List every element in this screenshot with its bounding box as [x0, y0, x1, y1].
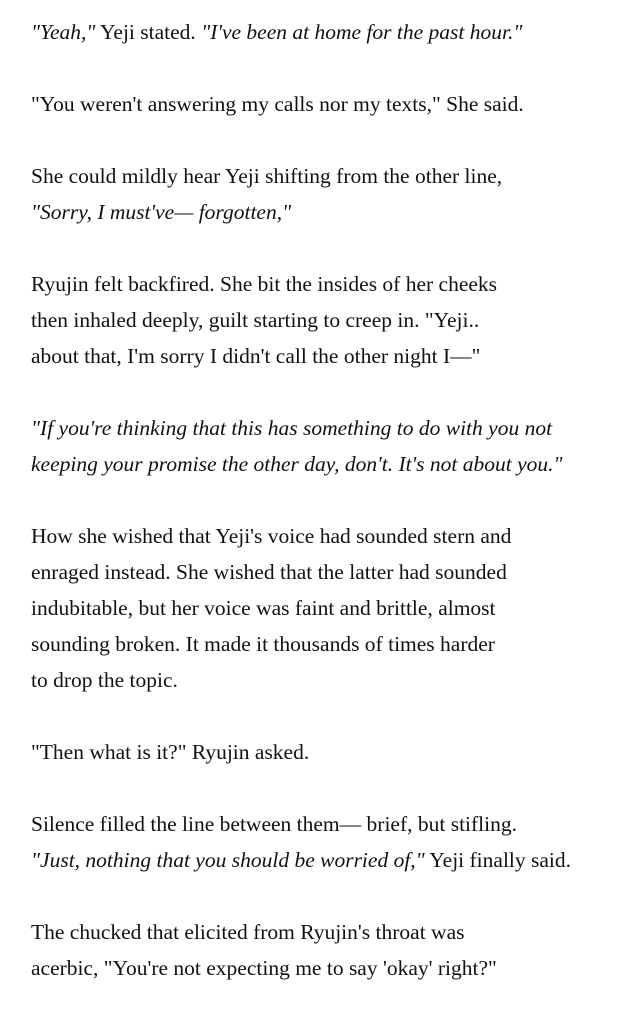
text-line — [31, 158, 626, 194]
italic-text: "I've been at home for the past hour." — [201, 20, 523, 44]
text-line — [31, 410, 626, 446]
text-line — [31, 950, 626, 986]
text: indubitable, but her voice was faint and brittle, almost — [31, 596, 496, 620]
italic-text: "If you're thinking that this has something to do with you not — [31, 416, 553, 440]
paragraph — [31, 914, 626, 986]
paragraph — [31, 158, 626, 230]
text: sounding broken. It made it thousands of times harder — [31, 632, 495, 656]
italic-text: "Yeah," — [31, 20, 96, 44]
text-line — [31, 14, 626, 50]
paragraph-gap — [31, 878, 626, 914]
text-line — [31, 662, 626, 698]
paragraph-gap — [31, 374, 626, 410]
text: Silence filled the line between them— brief, but stifling. — [31, 812, 518, 836]
text-line — [31, 518, 626, 554]
text: acerbic, "You're not expecting me to say 'okay' right?" — [31, 956, 497, 980]
paragraph — [31, 518, 626, 698]
text-line — [31, 734, 626, 770]
paragraph-gap — [31, 122, 626, 158]
text: about that, I'm sorry I didn't call the other night I—" — [31, 344, 481, 368]
text-line — [31, 338, 626, 374]
text-line — [31, 194, 626, 230]
text-line — [31, 86, 626, 122]
text: How she wished that Yeji's voice had sounded stern and — [31, 524, 512, 548]
text: Yeji stated. — [95, 20, 202, 44]
paragraph-gap — [31, 482, 626, 518]
italic-text: keeping your promise the other day, don't. It's not about you." — [31, 452, 563, 476]
paragraph — [31, 410, 626, 482]
text-line — [31, 266, 626, 302]
text-line — [31, 554, 626, 590]
text: enraged instead. She wished that the latter had sounded — [31, 560, 507, 584]
paragraph — [31, 266, 626, 374]
paragraph-gap — [31, 230, 626, 266]
text: Yeji finally said. — [424, 848, 572, 872]
text-line — [31, 842, 626, 878]
paragraph-gap — [31, 50, 626, 86]
text: Ryujin felt backfired. She bit the insides of her cheeks — [31, 272, 498, 296]
text-line — [31, 806, 626, 842]
text-line — [31, 626, 626, 662]
paragraph-gap — [31, 698, 626, 734]
text: to drop the topic. — [31, 668, 178, 692]
text: The chucked that elicited from Ryujin's throat was — [31, 920, 465, 944]
story-text — [31, 14, 626, 986]
paragraph — [31, 734, 626, 770]
text: She could mildly hear Yeji shifting from the other line, — [31, 164, 503, 188]
text: then inhaled deeply, guilt starting to creep in. "Yeji.. — [31, 308, 480, 332]
text-line — [31, 590, 626, 626]
text: "You weren't answering my calls nor my texts," She said. — [31, 92, 524, 116]
text-line — [31, 914, 626, 950]
paragraph — [31, 14, 626, 50]
italic-text: "Just, nothing that you should be worried of," — [31, 848, 425, 872]
italic-text: "Sorry, I must've— forgotten," — [31, 200, 292, 224]
text: "Then what is it?" Ryujin asked. — [31, 740, 310, 764]
paragraph-gap — [31, 770, 626, 806]
text-line — [31, 446, 626, 482]
paragraph — [31, 86, 626, 122]
paragraph — [31, 806, 626, 878]
text-line — [31, 302, 626, 338]
